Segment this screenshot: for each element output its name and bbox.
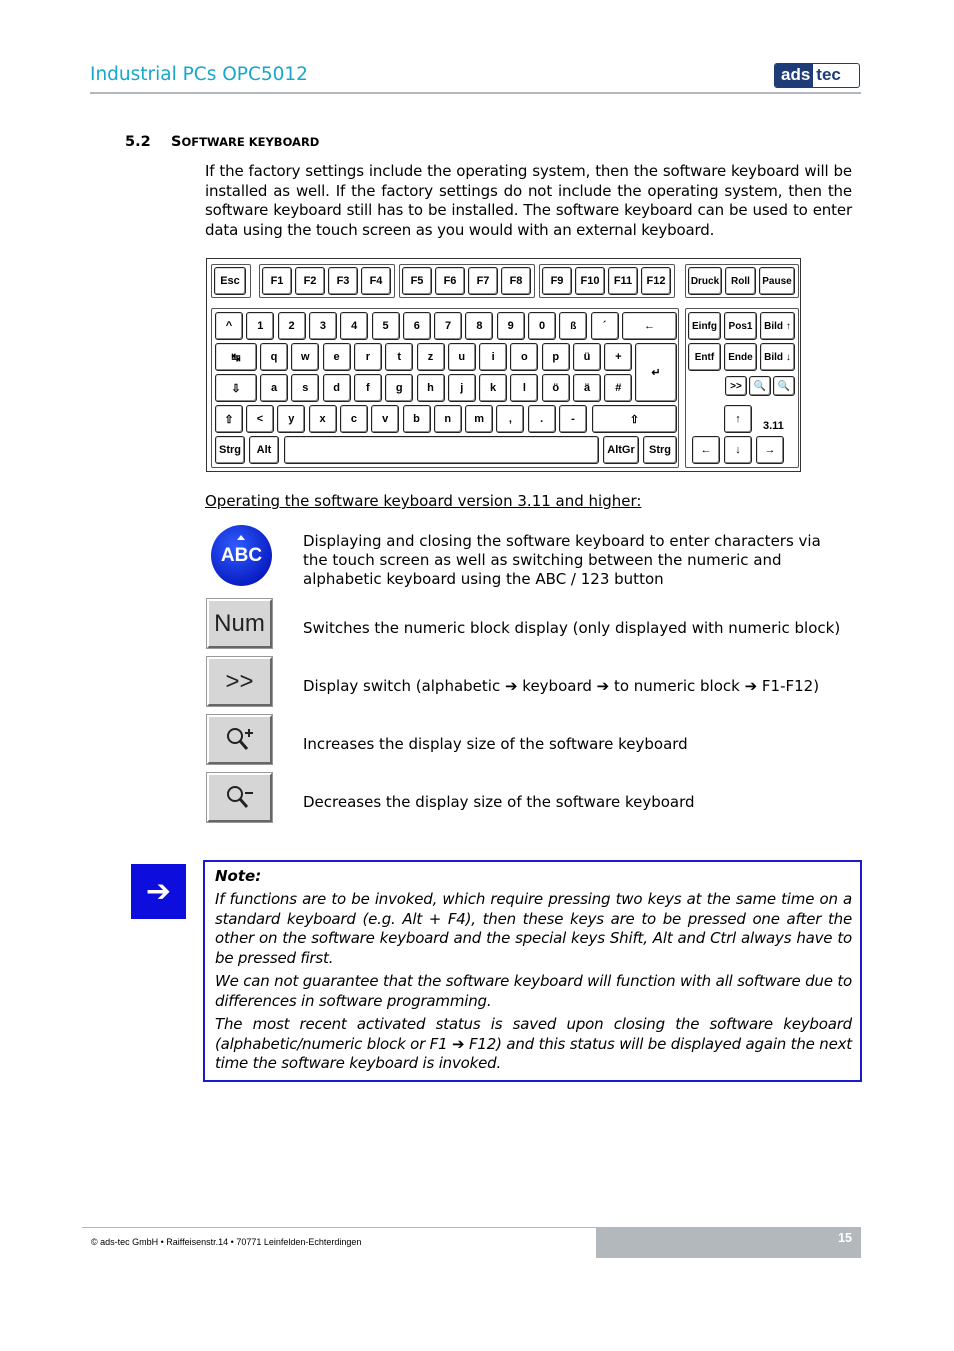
key: 3 — [309, 312, 337, 340]
key: c — [340, 405, 368, 433]
key-pause: Pause — [759, 267, 795, 295]
usage-caption: Operating the software keyboard version 3.11 and higher: — [205, 492, 642, 510]
key: r — [354, 343, 382, 371]
key: ´ — [591, 312, 619, 340]
header-divider — [90, 92, 861, 94]
key-ende: Ende — [724, 343, 757, 371]
key: j — [448, 374, 476, 402]
keyboard-version: 3.11 — [763, 420, 784, 432]
key: d — [323, 374, 351, 402]
page-number: 15 — [838, 1231, 852, 1245]
abc-toggle-icon: ABC — [211, 525, 272, 586]
arrow-right-icon: ➔ — [131, 864, 186, 919]
num-block-icon: Num — [207, 599, 272, 648]
key: h — [417, 374, 445, 402]
key: l — [510, 374, 538, 402]
key-arrow-right: → — [756, 436, 784, 464]
key-display-switch: >> — [725, 376, 747, 396]
key-f9: F9 — [542, 267, 572, 295]
key-einfg: Einfg — [688, 312, 721, 340]
key: w — [291, 343, 319, 371]
key: 2 — [278, 312, 306, 340]
key-tab: ↹ — [215, 343, 257, 371]
key: e — [323, 343, 351, 371]
key: 6 — [403, 312, 431, 340]
key: ö — [542, 374, 570, 402]
key-f10: F10 — [575, 267, 605, 295]
key: b — [403, 405, 431, 433]
key-pos1: Pos1 — [724, 312, 757, 340]
zoom-out-description: Decreases the display size of the software keyboard — [303, 793, 695, 811]
key: 0 — [528, 312, 556, 340]
key-arrow-left: ← — [692, 436, 720, 464]
key: , — [496, 405, 524, 433]
key: 1 — [246, 312, 274, 340]
key: x — [309, 405, 337, 433]
abc-description: Displaying and closing the software keyboard to enter characters via the touch screen as well as switching between the numeric and alphabetic keyboard using the ABC / 123 button — [303, 532, 821, 588]
key: < — [246, 405, 274, 433]
note-paragraph: We can not guarantee that the software keyboard will function with all software due to differences in software programming. — [215, 972, 852, 1010]
key: t — [385, 343, 413, 371]
key-shift-right: ⇧ — [592, 405, 677, 433]
key: s — [291, 374, 319, 402]
key: q — [260, 343, 288, 371]
key-backspace: ← — [622, 312, 677, 340]
key: 9 — [497, 312, 525, 340]
footer-divider — [82, 1227, 596, 1228]
key: ä — [573, 374, 601, 402]
key-f3: F3 — [328, 267, 358, 295]
ads-tec-logo: ads tec — [774, 63, 860, 88]
key-shift-left: ⇧ — [215, 405, 243, 433]
zoom-out-icon — [207, 773, 272, 822]
key-space — [284, 436, 599, 464]
key-alt: Alt — [249, 436, 279, 464]
software-keyboard-image — [206, 258, 801, 472]
key-enter: ↵ — [635, 343, 677, 402]
key: ^ — [215, 312, 243, 340]
key: ü — [573, 343, 601, 371]
key: 4 — [340, 312, 368, 340]
key-strg-left: Strg — [215, 436, 245, 464]
key-bild-down: Bild ↓ — [760, 343, 795, 371]
key: ß — [559, 312, 587, 340]
key-f11: F11 — [608, 267, 638, 295]
key-roll: Roll — [725, 267, 756, 295]
key: i — [479, 343, 507, 371]
document-title: Industrial PCs OPC5012 — [90, 64, 308, 85]
key: f — [354, 374, 382, 402]
key-entf: Entf — [688, 343, 721, 371]
key: g — [385, 374, 413, 402]
note-title: Note: — [215, 867, 262, 885]
key: a — [260, 374, 288, 402]
key: # — [604, 374, 632, 402]
key-f4: F4 — [361, 267, 391, 295]
key-f8: F8 — [501, 267, 531, 295]
key-f1: F1 — [262, 267, 292, 295]
key-f5: F5 — [402, 267, 432, 295]
key-f2: F2 — [295, 267, 325, 295]
section-heading: 5.2 SOFTWARE KEYBOARD — [125, 134, 320, 150]
section-number: 5.2 — [125, 134, 151, 150]
key-capslock: ⇩ — [215, 374, 257, 402]
note-paragraph: The most recent activated status is saved upon closing the software keyboard (alphabetic/numeric block or F1 ➔ F12) and this status will be displayed again the next time the software keyboard is invoked. — [215, 1015, 852, 1072]
key-altgr: AltGr — [603, 436, 639, 464]
key-arrow-up: ↑ — [724, 405, 752, 433]
key: z — [417, 343, 445, 371]
note-paragraph: If functions are to be invoked, which require pressing two keys at the same time on a standard keyboard (e.g. Alt + F4), then these keys are to be pressed one after the other on the software keyboard and the special keys Shift, Alt and Ctrl always have to be pressed first. — [215, 890, 852, 967]
key: - — [559, 405, 587, 433]
key: 5 — [372, 312, 400, 340]
key: + — [604, 343, 632, 371]
key: p — [542, 343, 570, 371]
key-zoom-out: 🔍 — [773, 376, 795, 396]
key: 8 — [465, 312, 493, 340]
num-description: Switches the numeric block display (only displayed with numeric block) — [303, 619, 841, 637]
key-f6: F6 — [435, 267, 465, 295]
key: u — [448, 343, 476, 371]
display-switch-description: Display switch (alphabetic ➔ keyboard ➔ to numeric block ➔ F1-F12) — [303, 677, 820, 695]
key-f7: F7 — [468, 267, 498, 295]
key-strg-right: Strg — [643, 436, 677, 464]
key: k — [479, 374, 507, 402]
key-zoom-in: 🔍 — [749, 376, 771, 396]
key-f12: F12 — [641, 267, 671, 295]
key-druck: Druck — [688, 267, 722, 295]
zoom-in-icon — [207, 715, 272, 764]
key-arrow-down: ↓ — [724, 436, 752, 464]
key-esc: Esc — [214, 267, 246, 295]
zoom-in-description: Increases the display size of the software keyboard — [303, 735, 688, 753]
key: m — [465, 405, 493, 433]
key: . — [528, 405, 556, 433]
key: y — [277, 405, 305, 433]
key-bild-up: Bild ↑ — [760, 312, 795, 340]
footer-address: © ads-tec GmbH • Raiffeisenstr.14 • 70771 Leinfelden-Echterdingen — [91, 1237, 362, 1247]
key: o — [510, 343, 538, 371]
key: n — [434, 405, 462, 433]
key: 7 — [434, 312, 462, 340]
intro-paragraph: If the factory settings include the operating system, then the software keyboard will be installed as well. If the factory settings do not include the operating system, then the software keyboard still has to be installed. The software keyboard can be used to enter data using the touch screen as you would with an external keyboard. — [205, 162, 852, 239]
note-box — [203, 860, 862, 1082]
key: v — [371, 405, 399, 433]
footer-page-box — [596, 1227, 861, 1258]
display-switch-icon: >> — [207, 657, 272, 706]
